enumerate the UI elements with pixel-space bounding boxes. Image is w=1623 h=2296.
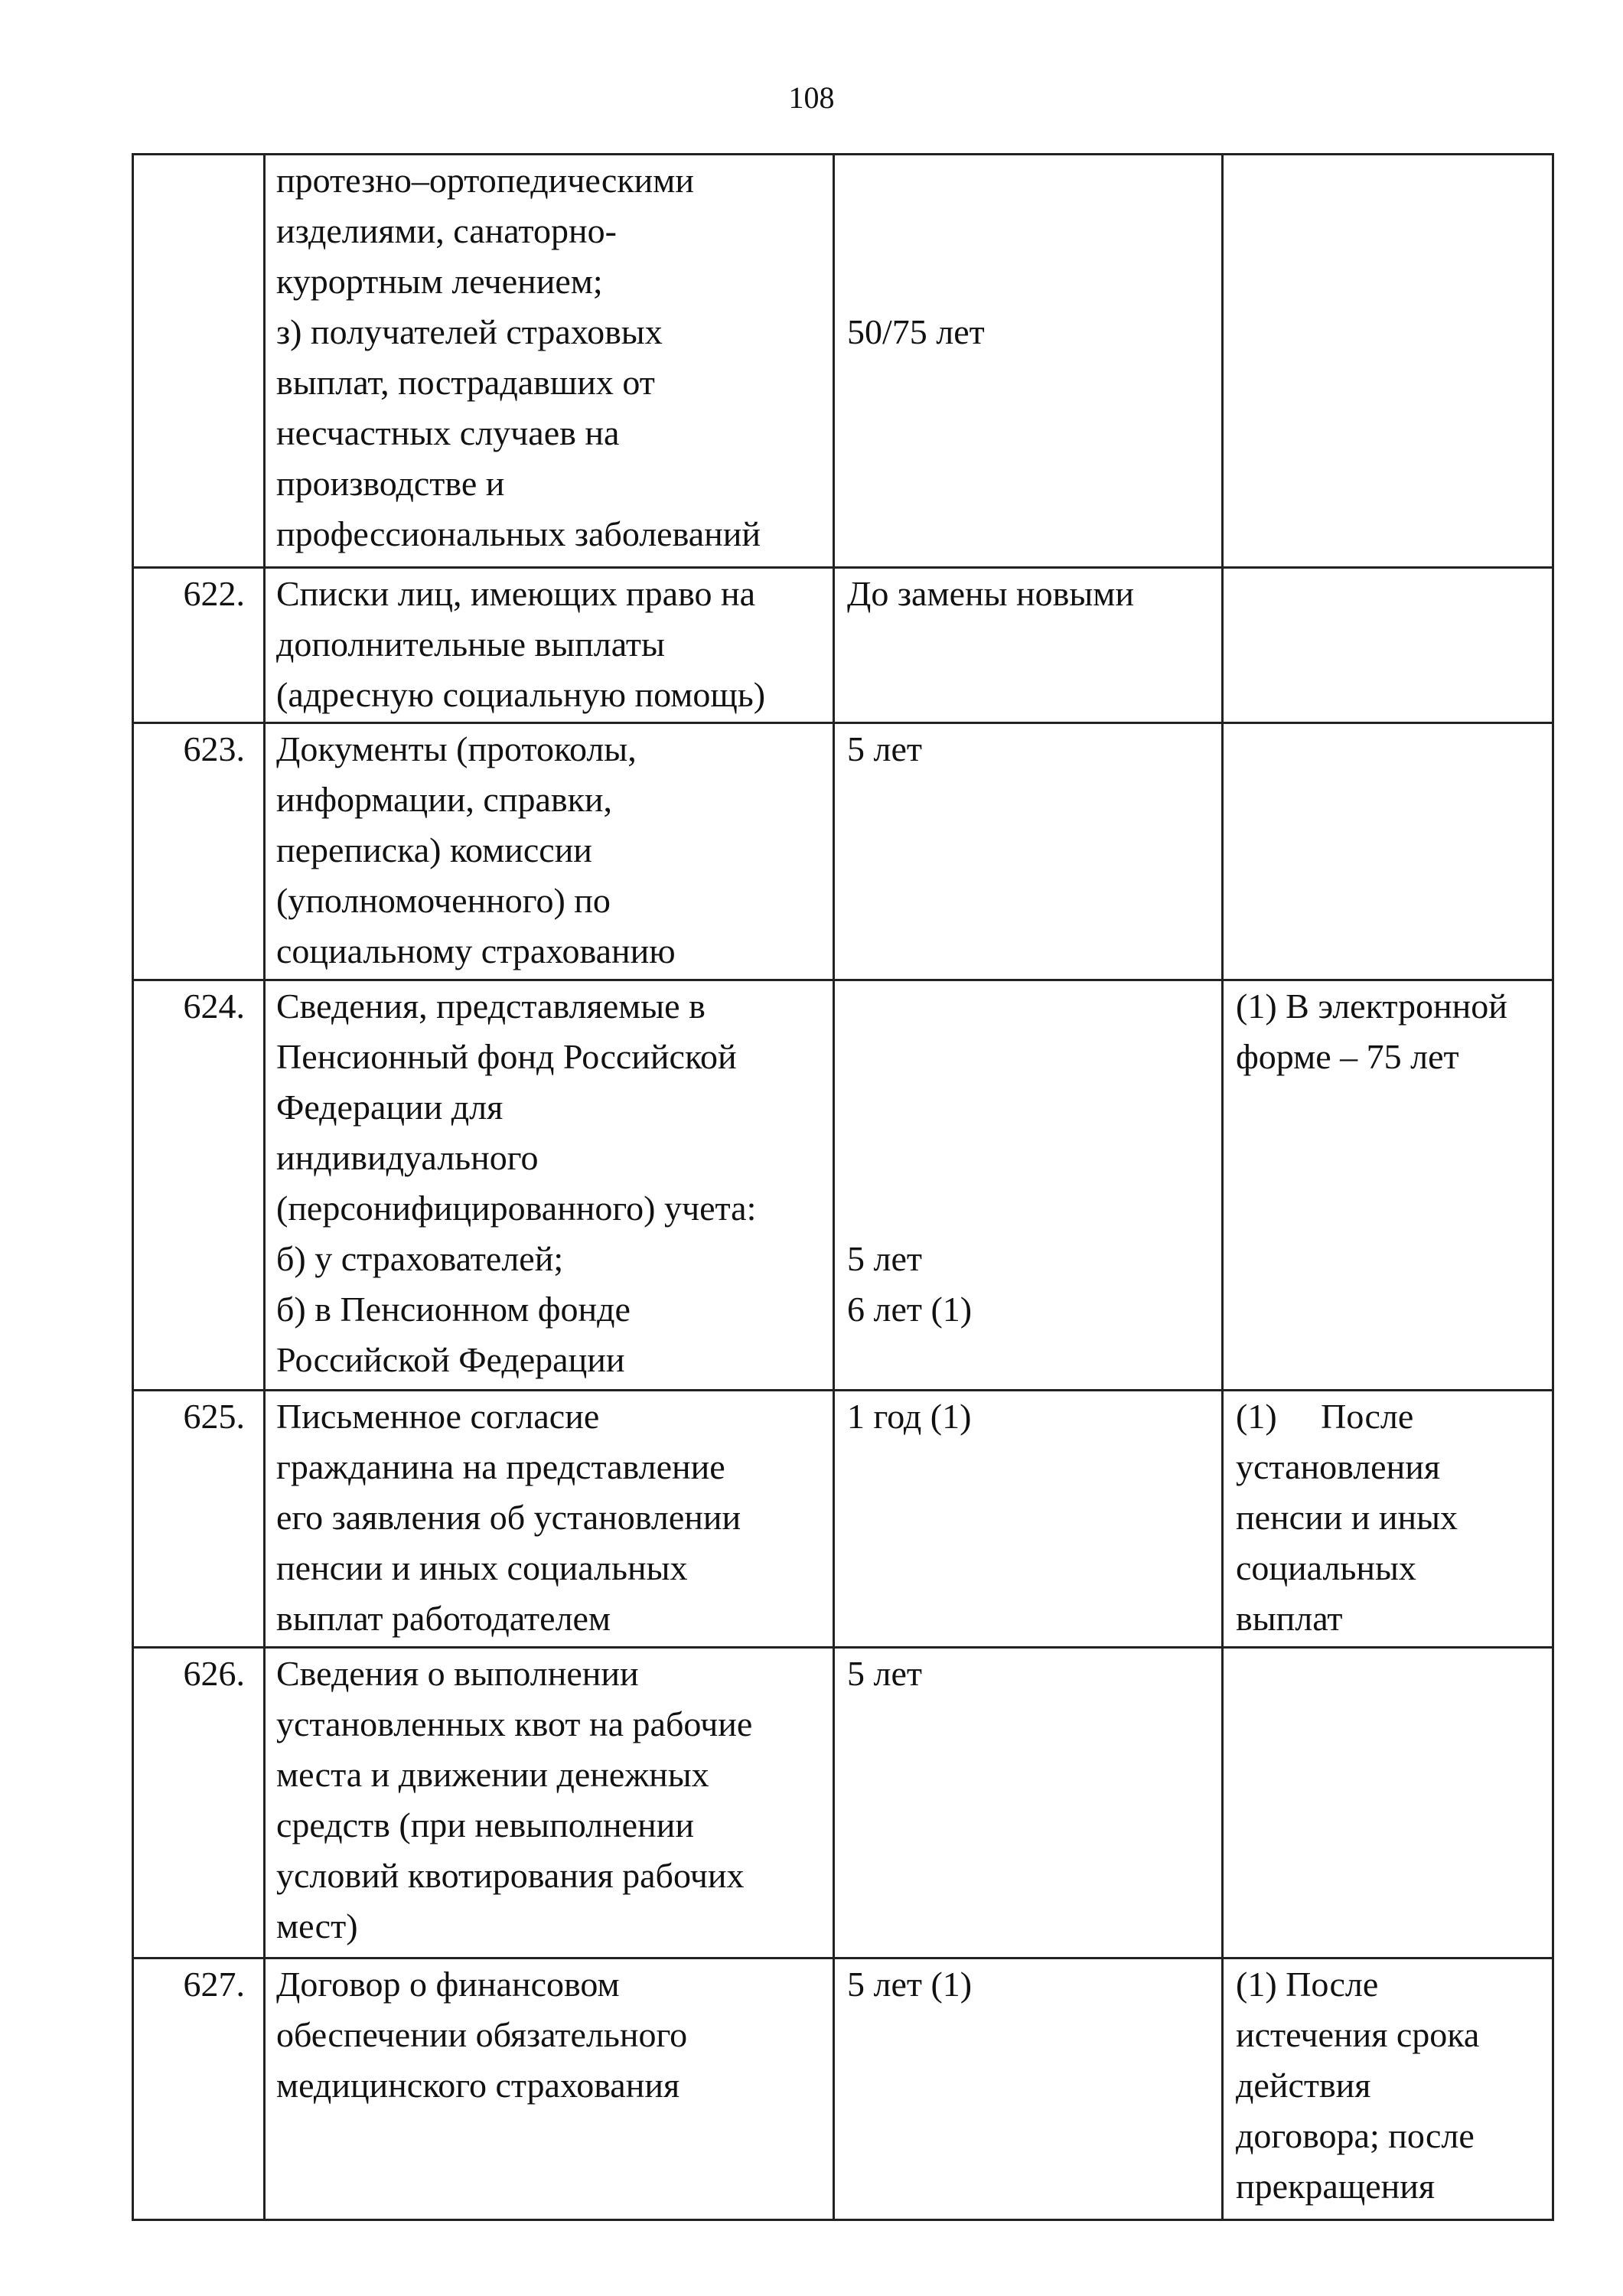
title-line: курортным лечением; xyxy=(276,262,603,301)
term-line: 5 лет xyxy=(847,1239,922,1278)
note-cell xyxy=(1223,980,1553,1391)
title-line: (уполномоченного) по xyxy=(276,881,611,920)
row-number-cell xyxy=(133,980,265,1391)
title-line: (адресную социальную помощь) xyxy=(276,675,766,714)
title-line: выплат, пострадавших от xyxy=(276,363,655,402)
note-line: (1) После xyxy=(1236,1397,1414,1436)
title-line: Российской Федерации xyxy=(276,1340,625,1379)
title-line: условий квотирования рабочих xyxy=(276,1856,745,1895)
note-line: действия xyxy=(1236,2066,1371,2105)
title-line: Списки лиц, имеющих право на xyxy=(276,574,756,613)
title-line: обеспечении обязательного xyxy=(276,2015,688,2054)
note-line: установления xyxy=(1236,1447,1440,1486)
note-line: (1) После xyxy=(1236,1965,1379,2004)
title-line: Документы (протоколы, xyxy=(276,729,637,768)
table-row xyxy=(133,723,1553,980)
document-title-cell xyxy=(265,1648,834,1958)
title-line: средств (при невыполнении xyxy=(276,1805,694,1844)
document-title-cell xyxy=(265,980,834,1391)
title-line: б) у страхователей; xyxy=(276,1239,564,1278)
title-line: выплат работодателем xyxy=(276,1599,611,1638)
document-title-cell xyxy=(265,1391,834,1648)
title-line: гражданина на представление xyxy=(276,1447,725,1486)
title-line: несчастных случаев на xyxy=(276,413,620,452)
term-line: 5 лет xyxy=(847,729,922,768)
term-line: 6 лет (1) xyxy=(847,1290,973,1329)
row-number: 626. xyxy=(183,1654,245,1693)
note-cell xyxy=(1223,1391,1553,1648)
retention-term-cell xyxy=(834,568,1223,723)
note-line: прекращения xyxy=(1236,2167,1436,2206)
note-line: форме – 75 лет xyxy=(1236,1037,1459,1076)
page-number: 108 xyxy=(788,80,835,115)
note-line: социальных xyxy=(1236,1548,1416,1587)
title-line: профессиональных заболеваний xyxy=(276,514,761,553)
row-number-cell xyxy=(133,1648,265,1958)
title-line: информации, справки, xyxy=(276,780,613,819)
note-line: договора; после xyxy=(1236,2116,1475,2155)
title-line: дополнительные выплаты xyxy=(276,625,665,664)
title-line: Пенсионный фонд Российской xyxy=(276,1037,737,1076)
retention-term-cell xyxy=(834,723,1223,980)
term-line: 1 год (1) xyxy=(847,1397,972,1436)
retention-term-cell xyxy=(834,980,1223,1391)
term-line: 5 лет xyxy=(847,1654,922,1693)
title-line: его заявления об установлении xyxy=(276,1498,741,1537)
title-line: индивидуального xyxy=(276,1138,539,1177)
title-line: производстве и xyxy=(276,464,505,503)
retention-term-cell xyxy=(834,1391,1223,1648)
table-row xyxy=(133,155,1553,568)
title-line: з) получателей страховых xyxy=(276,312,663,351)
title-line: пенсии и иных социальных xyxy=(276,1548,688,1587)
note-cell xyxy=(1223,155,1553,568)
table-row xyxy=(133,1958,1553,2220)
row-number-cell xyxy=(133,723,265,980)
title-line: места и движении денежных xyxy=(276,1755,709,1794)
note-cell xyxy=(1223,723,1553,980)
retention-term-cell xyxy=(834,155,1223,568)
note-line: (1) В электронной xyxy=(1236,987,1507,1026)
note-cell xyxy=(1223,1648,1553,1958)
title-line: Федерации для xyxy=(276,1088,504,1127)
retention-table xyxy=(132,153,1554,2221)
note-cell xyxy=(1223,1958,1553,2220)
note-line: выплат xyxy=(1236,1599,1343,1638)
title-line: мест) xyxy=(276,1906,358,1945)
document-title-cell xyxy=(265,1958,834,2220)
row-number-cell xyxy=(133,1391,265,1648)
note-line: пенсии и иных xyxy=(1236,1498,1458,1537)
title-line: Сведения, представляемые в xyxy=(276,987,706,1026)
title-line: переписка) комиссии xyxy=(276,830,592,869)
title-line: Письменное согласие xyxy=(276,1397,600,1436)
row-number: 627. xyxy=(183,1965,245,2004)
title-line: Договор о финансовом xyxy=(276,1965,620,2004)
row-number-cell xyxy=(133,155,265,568)
note-cell xyxy=(1223,568,1553,723)
row-number-cell xyxy=(133,568,265,723)
term-line: До замены новыми xyxy=(847,574,1134,613)
title-line: Сведения о выполнении xyxy=(276,1654,639,1693)
table-row xyxy=(133,980,1553,1391)
row-number-cell xyxy=(133,1958,265,2220)
table-row xyxy=(133,568,1553,723)
retention-term-cell xyxy=(834,1648,1223,1958)
table-row xyxy=(133,1391,1553,1648)
title-line: (персонифицированного) учета: xyxy=(276,1189,757,1228)
term-line: 5 лет (1) xyxy=(847,1965,973,2004)
title-line: медицинского страхования xyxy=(276,2066,680,2105)
row-number: 622. xyxy=(183,574,245,613)
document-title-cell xyxy=(265,723,834,980)
title-line: б) в Пенсионном фонде xyxy=(276,1290,631,1329)
term-line: 50/75 лет xyxy=(847,312,985,351)
row-number: 625. xyxy=(183,1397,245,1436)
document-title-cell xyxy=(265,568,834,723)
title-line: социальному страхованию xyxy=(276,931,676,970)
title-line: протезно–ортопедическими xyxy=(276,161,695,200)
retention-term-cell xyxy=(834,1958,1223,2220)
title-line: установленных квот на рабочие xyxy=(276,1704,753,1743)
note-line: истечения срока xyxy=(1236,2015,1480,2054)
title-line: изделиями, санаторно- xyxy=(276,211,617,250)
table-row xyxy=(133,1648,1553,1958)
row-number: 623. xyxy=(183,729,245,768)
row-number: 624. xyxy=(183,987,245,1026)
document-title-cell xyxy=(265,155,834,568)
